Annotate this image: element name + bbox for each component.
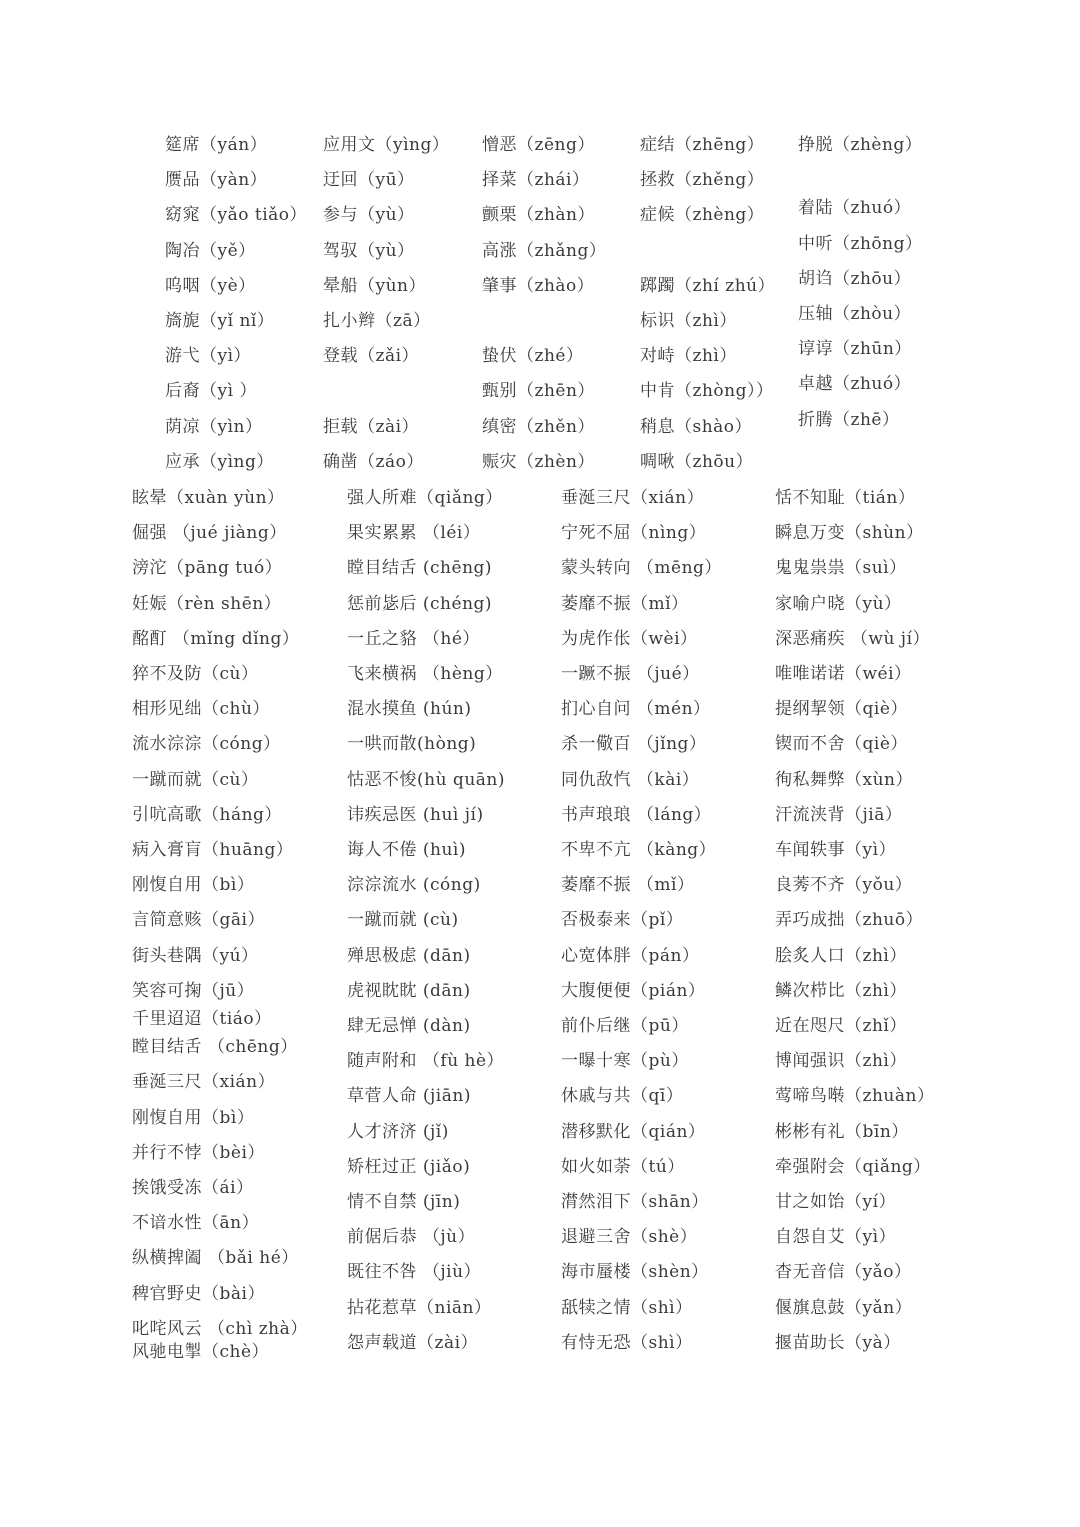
idiom-entry-col4-item: 博闻强识（zhì） xyxy=(775,1051,907,1072)
idiom-entry-col3-item: 大腹便便（pián） xyxy=(561,980,706,1001)
idiom-entry-col4-item: 甘之如饴（yí） xyxy=(775,1192,897,1212)
idiom-entry-col2-item: 怨声载道（zài） xyxy=(347,1332,479,1353)
idiom-entry-col4-item: 车闻轶事（yì） xyxy=(775,840,897,860)
idiom-entry-col2-item: 前倨后恭 （jù） xyxy=(347,1227,476,1248)
word-entry-col2-item: 驾驭（yù） xyxy=(323,240,415,261)
idiom-entry-col3-item: 一曝十寒（pù） xyxy=(561,1051,689,1072)
idiom-entry-col1-item: 病入膏肓（huāng） xyxy=(132,840,294,860)
idiom-entry-col3-item: 不卑不亢 （kàng） xyxy=(561,840,717,860)
word-entry-col4-item: 稍息（shào） xyxy=(640,416,753,437)
word-entry-col2-item: 扎小辫（zā） xyxy=(323,311,431,331)
idiom-entry-col2-item: 拈花惹草（niān） xyxy=(347,1297,492,1318)
word-entry-col2-item: 应用文（yìng） xyxy=(323,135,450,155)
idiom-entry-col2-item: 一哄而散(hòng) xyxy=(347,734,477,755)
idiom-entry-col4-item: 脍炙人口（zhì） xyxy=(775,945,907,966)
idiom-entry-col3-item: 退避三舍（shè） xyxy=(561,1227,698,1248)
idiom-entry-col1-item: 笑容可掬（jū） xyxy=(132,980,255,1001)
idiom-entry-col1-item: 街头巷隅（yú） xyxy=(132,945,259,966)
idiom-entry-col2-item: 强人所难（qiǎng） xyxy=(347,488,503,508)
word-entry-col4-item: 拯救（zhěng） xyxy=(640,170,765,191)
word-entry-col1-item: 游弋（yì） xyxy=(165,346,252,367)
word-entry-col4-item: 症候（zhèng） xyxy=(640,205,765,226)
idiom-entry-col3-item: 杀一儆百 （jǐng） xyxy=(561,734,707,755)
word-entry-col3-item: 赈灾（zhèn） xyxy=(482,451,595,472)
idiom-entry-col1-item: 言简意赅（gāi） xyxy=(132,910,265,931)
word-entry-col3-item: 高涨（zhǎng） xyxy=(482,240,607,261)
word-entry-col3-item: 颤栗（zhàn） xyxy=(482,205,595,226)
idiom-entry-col3-item: 心宽体胖（pán） xyxy=(561,945,700,966)
idiom-entry-col3-item: 一蹶不振 （jué） xyxy=(561,664,700,684)
idiom-entry-col3-item: 舐犊之情（shì） xyxy=(561,1297,693,1318)
idiom-entry-col1-item: 妊娠（rèn shēn） xyxy=(132,593,282,614)
idiom-entry-col2-item: 讳疾忌医 (huì jí) xyxy=(347,804,484,825)
idiom-entry-col1-item: 不谙水性（ān） xyxy=(132,1213,260,1234)
word-entry-col3-item: 蛰伏（zhé） xyxy=(482,346,584,367)
idiom-entry-col4-item: 偃旗息鼓（yǎn） xyxy=(775,1297,913,1318)
idiom-entry-col4-item: 提纲挈领（qiè） xyxy=(775,699,908,720)
word-entry-col3-item: 择菜（zhái） xyxy=(482,170,590,191)
idiom-entry-col4-item: 深恶痛疾 （wù jí） xyxy=(775,628,931,649)
word-entry-col1-item: 赝品（yàn） xyxy=(165,170,268,191)
idiom-entry-col2-item: 随声附和 （fù hè） xyxy=(347,1051,505,1072)
idiom-entry-col2-item: 瞠目结舌 (chēng) xyxy=(347,558,493,579)
idiom-entry-col4-item: 汗流浃背（jiā） xyxy=(775,804,903,825)
idiom-entry-col3-item: 前仆后继（pū） xyxy=(561,1016,689,1036)
word-entry-col4-item: 症结（zhēng） xyxy=(640,135,765,155)
word-entry-col5-item: 卓越（zhuó） xyxy=(798,374,912,395)
idiom-entry-col2-item: 既往不咎 （jiù） xyxy=(347,1262,482,1283)
idiom-entry-col1-item: 滂沱（pāng tuó） xyxy=(132,558,283,579)
word-entry-col1-item: 旖旎（yǐ nǐ） xyxy=(165,311,275,331)
idiom-entry-col3-item: 萎靡不振 （mǐ） xyxy=(561,875,695,896)
idiom-entry-col1-item: 刚愎自用（bì） xyxy=(132,1107,255,1128)
idiom-entry-col1-item: 一蹴而就（cù） xyxy=(132,769,259,790)
idiom-entry-col2-item: 淙淙流水 (cóng) xyxy=(347,875,481,896)
idiom-entry-col1-item: 倔强 （jué jiàng） xyxy=(132,523,287,544)
idiom-entry-col4-item: 瞬息万变（shùn） xyxy=(775,523,924,544)
idiom-entry-col4-item: 唯唯诺诺（wéi） xyxy=(775,664,912,684)
word-entry-col1-item: 应承（yìng） xyxy=(165,451,274,472)
word-entry-col4-item: 中肯（zhòng）） xyxy=(640,381,774,402)
idiom-entry-col3-item: 如火如荼（tú） xyxy=(561,1156,685,1177)
word-entry-col2-item: 参与（yù） xyxy=(323,205,415,226)
word-entry-col1-item: 后裔（yì ） xyxy=(165,381,257,402)
word-entry-col2-item: 晕船（yùn） xyxy=(323,275,427,296)
word-entry-col1-item: 呜咽（yè） xyxy=(165,275,256,296)
idiom-entry-col3-item: 萎靡不振（mǐ） xyxy=(561,593,689,614)
word-entry-col4-item: 踯躅（zhí zhú） xyxy=(640,275,776,296)
idiom-entry-col1-item: 猝不及防（cù） xyxy=(132,664,259,684)
idiom-entry-col2-item: 人才济济 (jǐ) xyxy=(347,1121,449,1142)
word-entry-col5-item: 折腾（zhē） xyxy=(798,409,900,430)
idiom-entry-col1-item: 并行不悖（bèi） xyxy=(132,1142,265,1163)
word-entry-col4-item: 标识（zhì） xyxy=(640,311,737,331)
idiom-entry-col3-item: 扪心自问 （mén） xyxy=(561,699,711,720)
word-entry-col5-item: 着陆（zhuó） xyxy=(798,198,912,219)
word-entry-col2-item: 拒载（zài） xyxy=(323,416,420,437)
idiom-entry-col4-item: 鳞次栉比（zhì） xyxy=(775,980,907,1001)
idiom-entry-col2-item: 殚思极虑 (dān) xyxy=(347,945,471,966)
word-entry-col1-item: 窈窕（yǎo tiǎo） xyxy=(165,205,308,226)
idiom-entry-col4-item: 自怨自艾（yì） xyxy=(775,1227,897,1248)
idiom-entry-col3-item: 同仇敌忾 （kài） xyxy=(561,769,700,790)
idiom-entry-col4-item: 杳无音信（yǎo） xyxy=(775,1262,912,1283)
word-entry-col1-item: 荫凉（yìn） xyxy=(165,416,263,437)
idiom-entry-col4-item: 彬彬有礼（bīn） xyxy=(775,1121,909,1142)
idiom-entry-col1-item: 风驰电掣（chè） xyxy=(132,1341,270,1362)
idiom-entry-col1-item: 纵横捭阖 （bǎi hé） xyxy=(132,1248,299,1269)
idiom-entry-col2-item: 情不自禁 (jīn) xyxy=(347,1192,461,1212)
idiom-entry-col3-item: 潸然泪下（shān） xyxy=(561,1192,709,1212)
word-entry-col2-item: 确凿（záo） xyxy=(323,451,424,472)
idiom-entry-col4-item: 恬不知耻（tián） xyxy=(775,488,916,508)
idiom-entry-col4-item: 莺啼鸟啭（zhuàn） xyxy=(775,1086,935,1107)
word-entry-col5-item: 挣脱（zhèng） xyxy=(798,135,923,155)
idiom-entry-col3-item: 垂涎三尺（xián） xyxy=(561,488,705,508)
idiom-entry-col2-item: 一蹴而就 (cù) xyxy=(347,910,459,931)
idiom-entry-col4-item: 徇私舞弊（xùn） xyxy=(775,769,913,790)
idiom-entry-col2-item: 肆无忌惮 (dàn) xyxy=(347,1016,471,1036)
idiom-entry-col3-item: 为虎作伥（wèi） xyxy=(561,628,698,649)
idiom-entry-col4-item: 鬼鬼祟祟（suì） xyxy=(775,558,907,579)
idiom-entry-col1-item: 眩晕（xuàn yùn） xyxy=(132,488,285,508)
word-entry-col5-item: 中听（zhōng） xyxy=(798,233,923,254)
idiom-entry-col1-item: 酩酊 （mǐng dǐng） xyxy=(132,628,300,649)
idiom-entry-col2-item: 诲人不倦 (huì) xyxy=(347,840,467,860)
idiom-entry-col1-item: 瞠目结舌 （chēng） xyxy=(132,1037,298,1058)
idiom-entry-col1-item: 稗官野史（bài） xyxy=(132,1283,265,1304)
word-entry-col3-item: 憎恶（zēng） xyxy=(482,135,595,155)
idiom-entry-col1-item: 千里迢迢（tiáo） xyxy=(132,1008,272,1029)
idiom-entry-col4-item: 牵强附会（qiǎng） xyxy=(775,1156,931,1177)
idiom-entry-col2-item: 果实累累 （léi） xyxy=(347,523,481,544)
idiom-entry-col3-item: 休戚与共（qī） xyxy=(561,1086,684,1107)
idiom-entry-col4-item: 家喻户晓（yù） xyxy=(775,593,902,614)
idiom-entry-col2-item: 飞来横祸 （hèng） xyxy=(347,664,503,684)
word-entry-col5-item: 谆谆（zhūn） xyxy=(798,339,912,360)
idiom-entry-col1-item: 流水淙淙（cóng） xyxy=(132,734,281,755)
word-entry-col3-item: 甄别（zhēn） xyxy=(482,381,595,402)
idiom-entry-col1-item: 相形见绌（chù） xyxy=(132,699,270,720)
idiom-entry-col3-item: 宁死不屈（nìng） xyxy=(561,523,707,544)
word-entry-col2-item: 迂回（yū） xyxy=(323,170,415,191)
word-entry-col5-item: 压轴（zhòu） xyxy=(798,303,912,324)
idiom-entry-col2-item: 一丘之貉 （hé） xyxy=(347,628,480,649)
idiom-entry-col3-item: 有恃无恐（shì） xyxy=(561,1332,693,1353)
word-entry-col1-item: 筵席（yán） xyxy=(165,135,268,155)
idiom-entry-col3-item: 潜移默化（qián） xyxy=(561,1121,706,1142)
word-entry-col3-item: 缜密（zhěn） xyxy=(482,416,595,437)
idiom-entry-col3-item: 海市蜃楼（shèn） xyxy=(561,1262,709,1283)
idiom-entry-col4-item: 良莠不齐（yǒu） xyxy=(775,875,913,896)
idiom-entry-col1-item: 叱咤风云 （chì zhà） xyxy=(132,1318,308,1339)
idiom-entry-col3-item: 蒙头转向 （mēng） xyxy=(561,558,722,579)
idiom-entry-col3-item: 否极泰来（pǐ） xyxy=(561,910,684,931)
idiom-entry-col1-item: 引吭高歌（háng） xyxy=(132,804,282,825)
idiom-entry-col1-item: 垂涎三尺（xián） xyxy=(132,1072,276,1093)
idiom-entry-col2-item: 惩前毖后 (chéng) xyxy=(347,593,493,614)
word-entry-col5-item: 胡诌（zhōu） xyxy=(798,268,912,289)
idiom-entry-col2-item: 虎视眈眈 (dān) xyxy=(347,980,471,1001)
idiom-entry-col2-item: 矫枉过正 (jiǎo) xyxy=(347,1156,471,1177)
idiom-entry-col1-item: 刚愎自用（bì） xyxy=(132,875,255,896)
idiom-entry-col4-item: 弄巧成拙（zhuō） xyxy=(775,910,924,931)
idiom-entry-col4-item: 揠苗助长（yà） xyxy=(775,1332,901,1353)
word-entry-col3-item: 肇事（zhào） xyxy=(482,275,595,296)
word-entry-col2-item: 登载（zǎi） xyxy=(323,346,420,367)
word-entry-col1-item: 陶冶（yě） xyxy=(165,240,256,261)
idiom-entry-col3-item: 书声琅琅 （láng） xyxy=(561,804,712,825)
idiom-entry-col2-item: 草菅人命 (jiān) xyxy=(347,1086,471,1107)
word-entry-col4-item: 对峙（zhì） xyxy=(640,346,737,367)
idiom-entry-col4-item: 锲而不舍（qiè） xyxy=(775,734,908,755)
idiom-entry-col2-item: 混水摸鱼 (hún) xyxy=(347,699,472,720)
word-entry-col4-item: 啁啾（zhōu） xyxy=(640,451,754,472)
idiom-entry-col4-item: 近在咫尺（zhǐ） xyxy=(775,1016,907,1036)
idiom-entry-col2-item: 怙恶不悛(hù quān) xyxy=(347,769,505,790)
idiom-entry-col1-item: 挨饿受冻（ái） xyxy=(132,1177,254,1198)
